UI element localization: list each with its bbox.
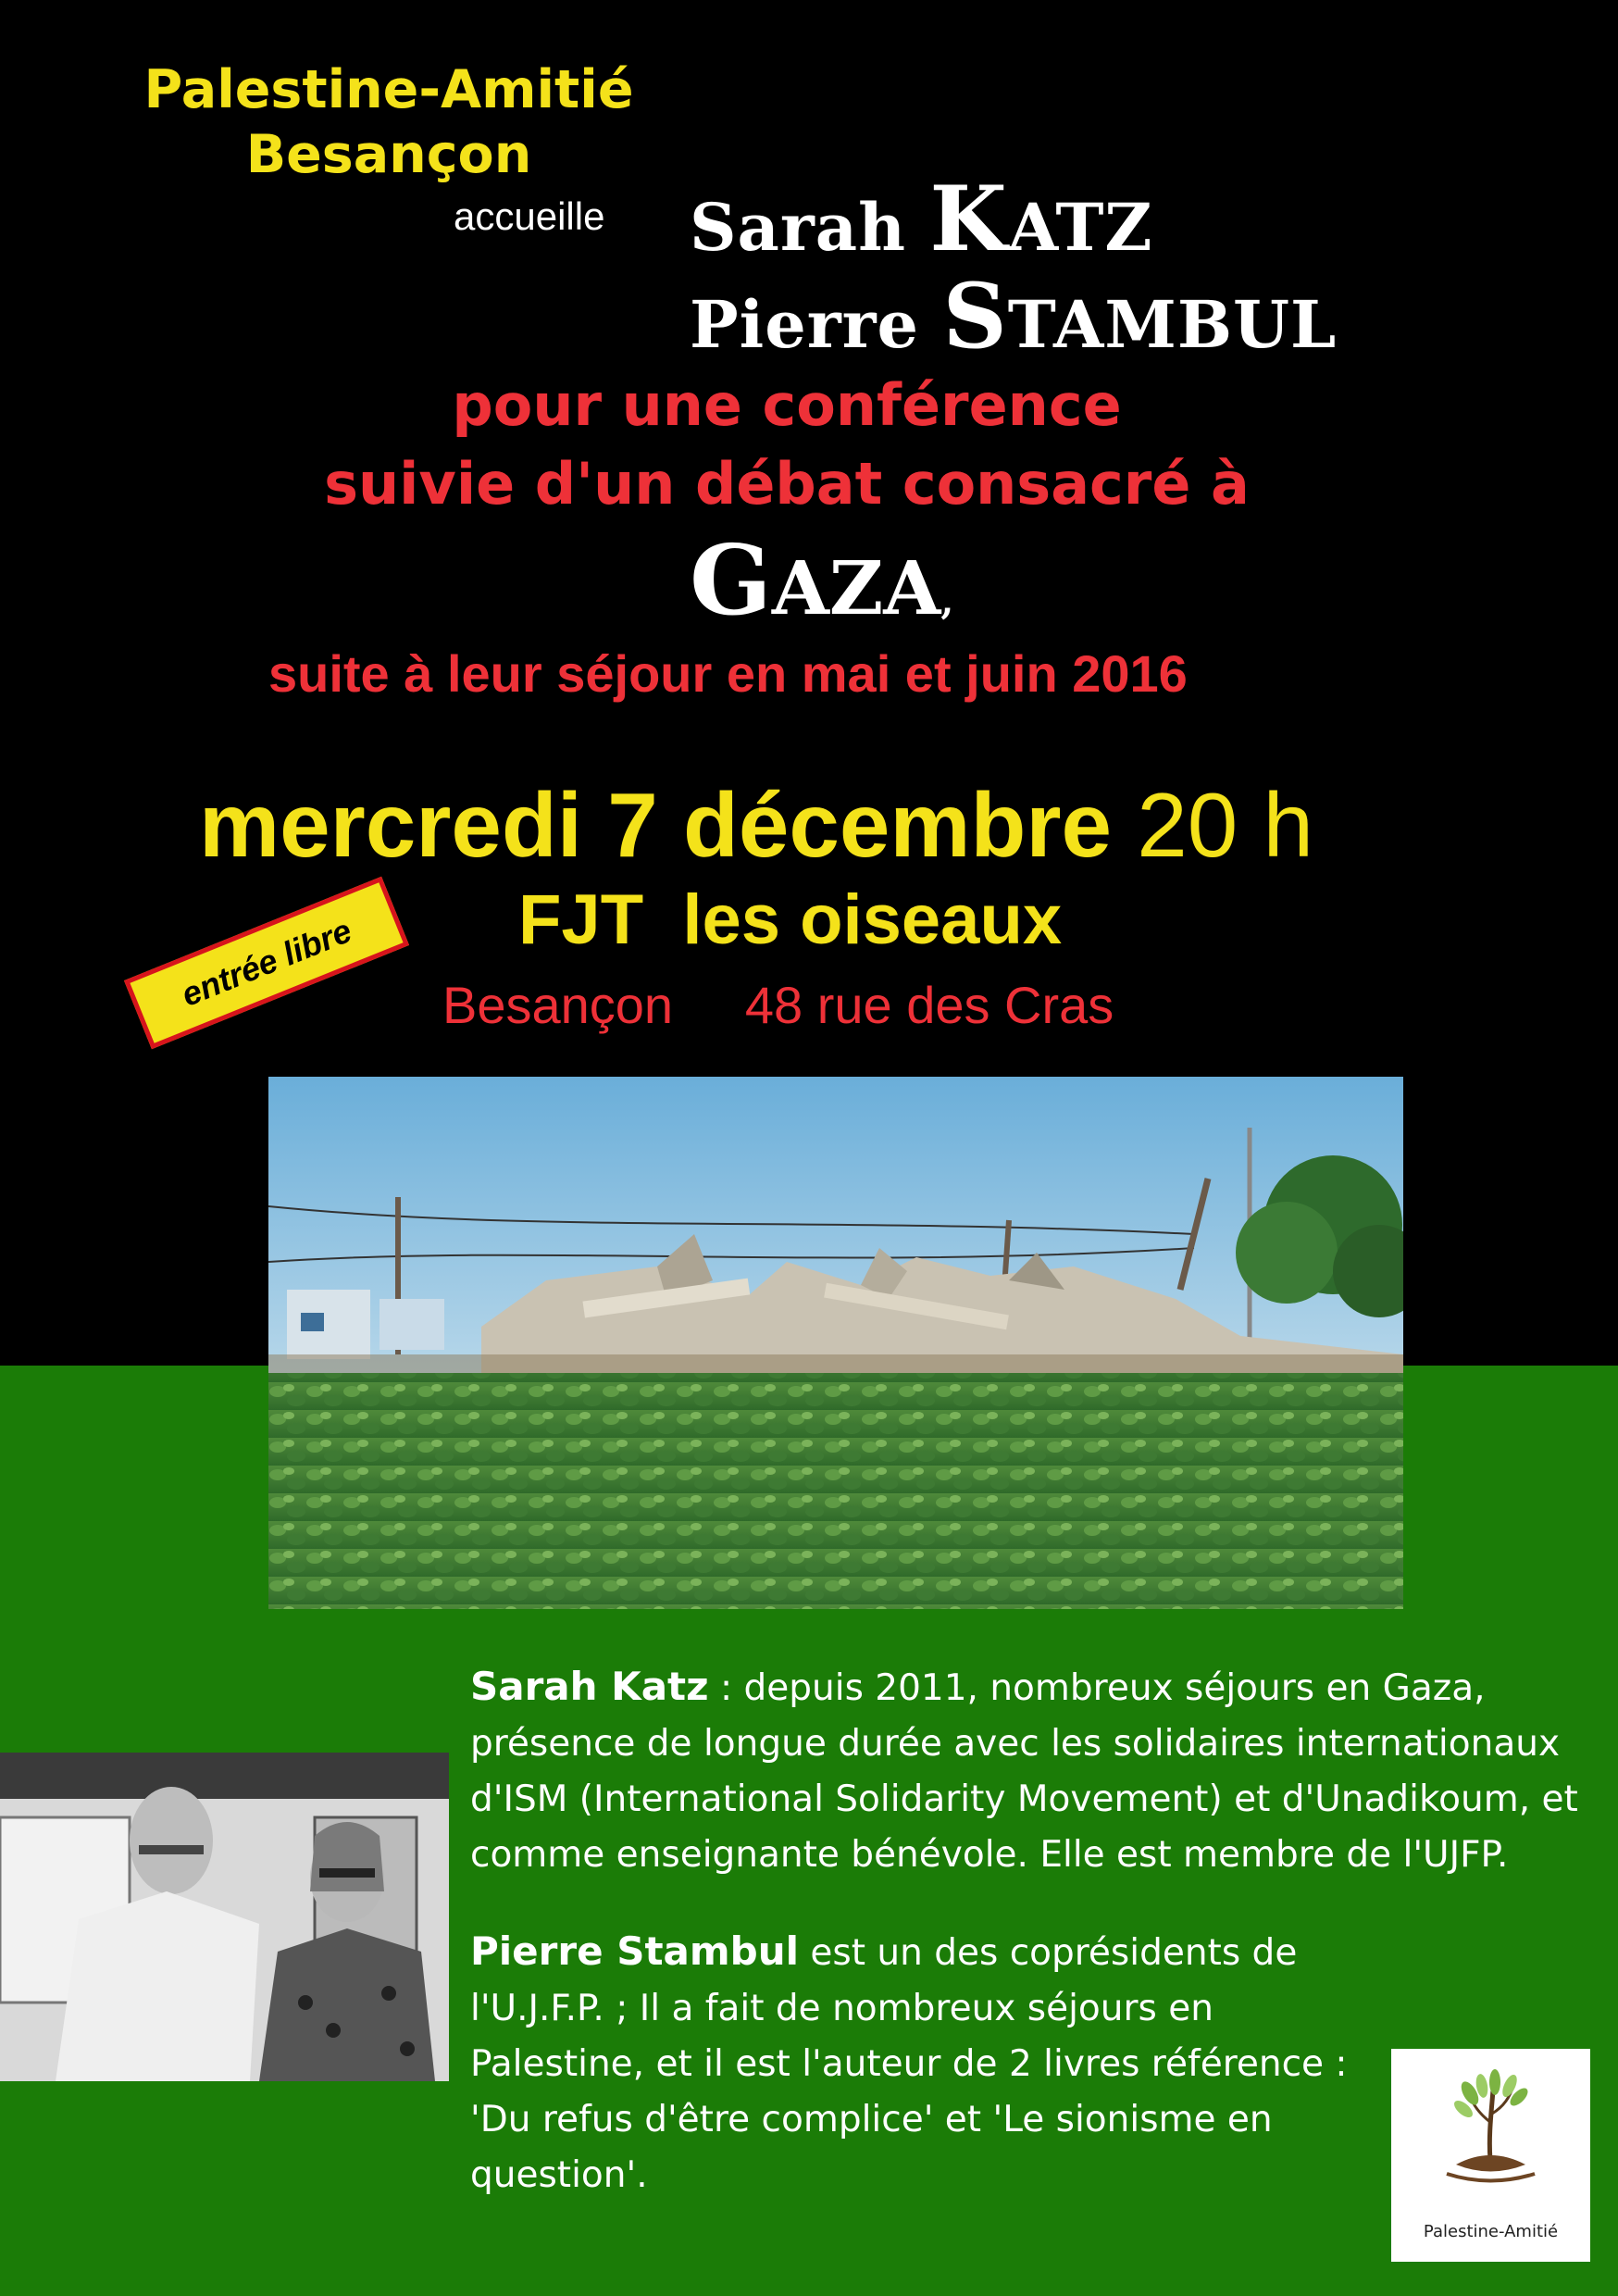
speaker-1 xyxy=(690,167,1153,271)
welcome-text: accueille xyxy=(454,194,605,238)
place-comma: , xyxy=(940,580,954,623)
speaker-2-last-initial: S xyxy=(942,264,1008,368)
free-entry-badge: entrée libre xyxy=(124,877,409,1050)
bio-pierre-stambul xyxy=(470,1924,1350,2203)
palestine-amitie-logo xyxy=(1391,2049,1590,2262)
event-day: mercredi 7 décembre xyxy=(199,774,1112,876)
event-venue: FJT les oiseaux xyxy=(518,880,1063,959)
event-date xyxy=(199,773,1313,878)
speaker-1-last-rest: ATZ xyxy=(1007,189,1153,266)
subject-line-1: pour une conférence xyxy=(452,371,1122,439)
bio-sarah-katz xyxy=(470,1659,1609,1883)
bio-sarah-name: Sarah Katz xyxy=(470,1664,709,1709)
stay-info: suite à leur séjour en mai et juin 2016 xyxy=(268,644,1188,703)
olive-tree-icon xyxy=(1391,2049,1590,2197)
speaker-2-last-rest: TAMBUL xyxy=(1007,286,1338,363)
speakers-portrait xyxy=(0,1753,449,2081)
organizer-line-1: Palestine-Amitié xyxy=(143,59,634,120)
logo-text: Palestine-Amitié xyxy=(1423,2222,1559,2241)
event-time: 20 h xyxy=(1137,774,1313,876)
bio-pierre-name: Pierre Stambul xyxy=(470,1928,799,1974)
conference-subject xyxy=(278,366,1296,523)
bio-sarah-text: : depuis 2011, nombreux séjours en Gaza, présence de longue durée avec les solidaires internationaux d'ISM (International Solidarity Movement) et d'Unadikoum, et comme enseignante bénévole. Elle est membre de l'UJFP. xyxy=(470,1667,1578,1876)
speaker-2 xyxy=(690,264,1337,368)
bio-pierre-text: est un des coprésidents de l'U.J.F.P. ; Il a fait de nombreux séjours en Palestine, et il est l'auteur de 2 livres référence : 'Du refus d'être complice' et 'Le sionisme en question'. xyxy=(470,1932,1348,2196)
speaker-1-last-initial: K xyxy=(929,167,1008,271)
subject-line-2: suivie d'un débat consacré à xyxy=(324,450,1250,518)
place-rest: AZA xyxy=(771,544,941,631)
place-title xyxy=(690,523,953,637)
event-address: Besançon 48 rue des Cras xyxy=(442,976,1114,1034)
gaza-ruins-photo xyxy=(268,1077,1403,1609)
speaker-1-first: Sarah xyxy=(690,189,907,266)
organizer-name xyxy=(139,57,639,187)
organizer-line-2: Besançon xyxy=(245,124,532,185)
place-initial: G xyxy=(690,523,772,637)
speaker-2-first: Pierre xyxy=(690,286,920,363)
